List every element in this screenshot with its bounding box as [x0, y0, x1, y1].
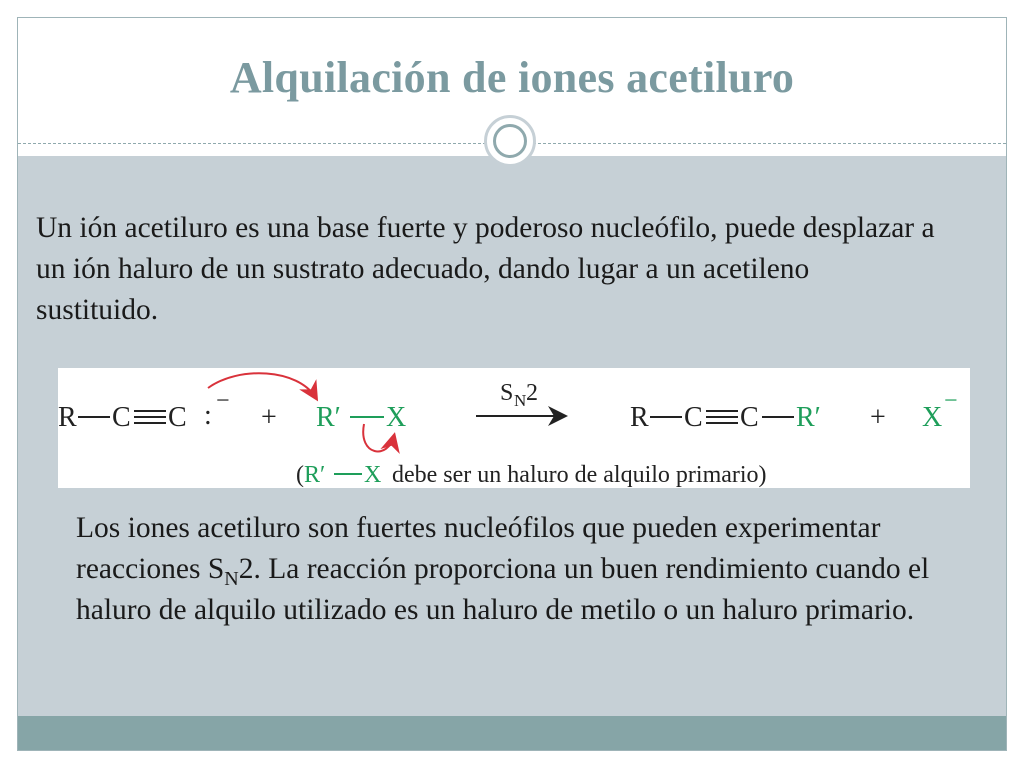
plus-sign-2: +	[870, 402, 886, 433]
slide-frame	[17, 17, 1007, 751]
reactant2-r-prime: R′	[316, 402, 341, 433]
negative-charge: −	[216, 388, 230, 414]
circle-ornament-icon	[484, 115, 536, 167]
product-c2: C	[740, 402, 759, 433]
arrow-label-2: 2	[526, 380, 538, 406]
reaction-scheme	[58, 368, 970, 488]
note-open-paren: (	[296, 462, 304, 488]
note-text: debe ser un haluro de alquilo primario)	[392, 462, 767, 488]
paragraph-intro: Un ión acetiluro es una base fuerte y poderoso nucleófilo, puede desplazar a un ión haluro de un sustrato adecuado, dando lugar a un acetileno sustituido.	[36, 212, 935, 326]
paragraph-sn2-after: 2. La reacción proporciona un buen rendimiento cuando el haluro de alquilo utilizado es un haluro de metilo o un haluro primario.	[76, 553, 930, 626]
arrow-label-n: N	[514, 391, 527, 410]
reactant1-c1: C	[112, 402, 131, 433]
arrow-label-s: S	[500, 380, 514, 406]
reactant1-c2: C	[168, 402, 187, 433]
paragraph-sn2-subscript: N	[224, 567, 239, 590]
paragraph-sn2	[76, 508, 956, 631]
reaction-scheme-svg	[58, 368, 970, 488]
reactant1-r: R	[58, 402, 77, 433]
reactant2-x: X	[386, 402, 407, 433]
bottom-band	[18, 716, 1006, 751]
product-x: X	[922, 402, 943, 433]
note-r-prime: R′	[304, 462, 326, 488]
product-x-charge: −	[944, 388, 958, 414]
lone-pair: :	[204, 400, 212, 431]
product-r: R	[630, 402, 649, 433]
product-r-prime: R′	[796, 402, 821, 433]
circle-ornament-inner	[493, 124, 527, 158]
product-c1: C	[684, 402, 703, 433]
plus-sign-1: +	[261, 402, 277, 433]
note-x: X	[364, 462, 382, 488]
slide-title: Alquilación de iones acetiluro	[229, 53, 795, 102]
paragraph-sn2-before: Los iones acetiluro son fuertes nucleófilos que pueden experimentar reacciones S	[76, 512, 881, 585]
